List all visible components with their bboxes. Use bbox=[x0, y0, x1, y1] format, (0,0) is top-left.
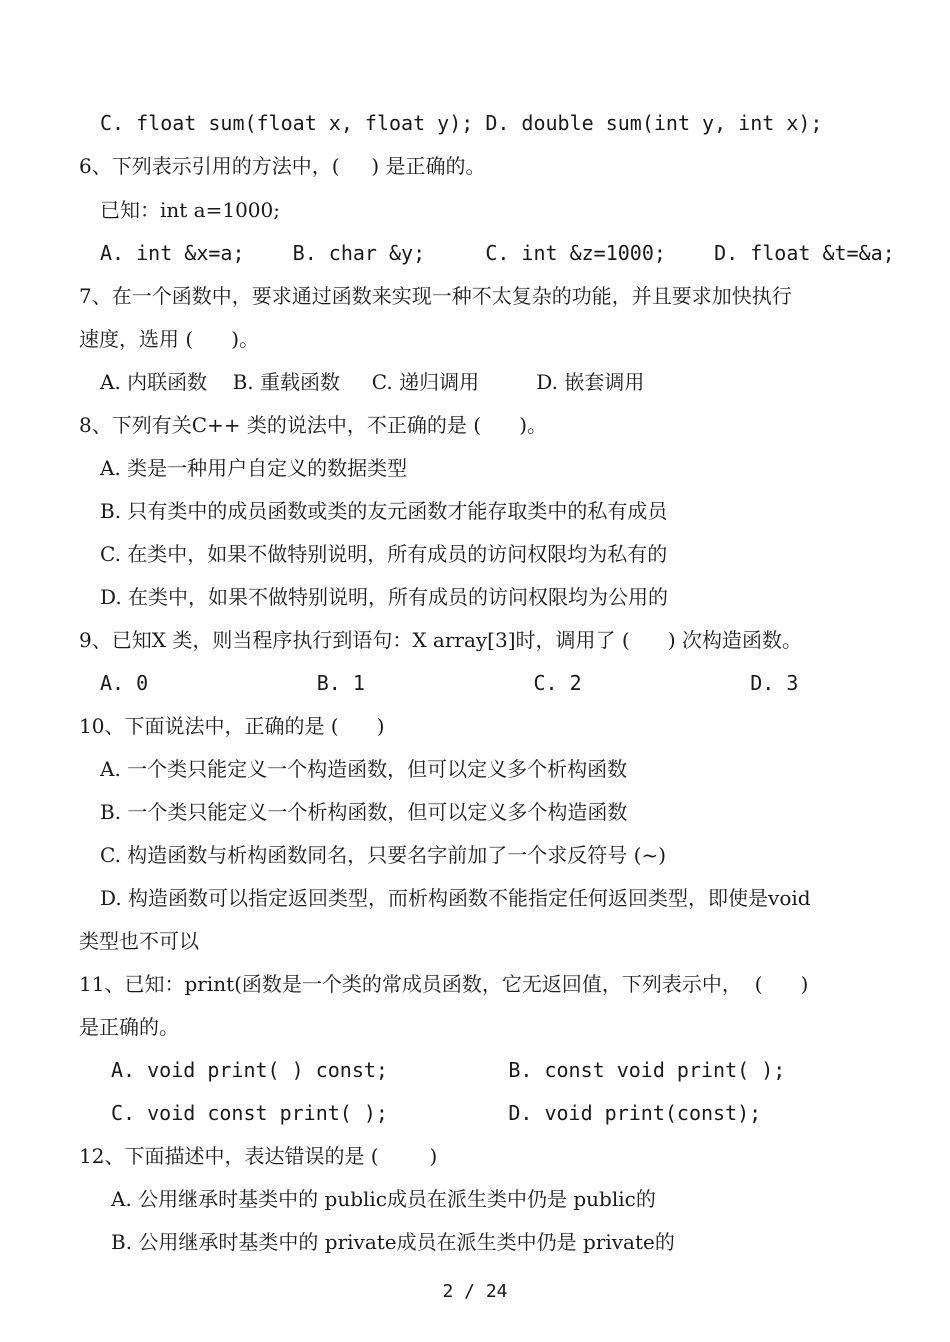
question-7-cont: 速度，选用 ( )。 bbox=[79, 327, 260, 351]
question-6: 6、下列表示引用的方法中，( ) 是正确的。 bbox=[79, 154, 486, 178]
q9-options: A. 0 B. 1 C. 2 D. 3 bbox=[100, 671, 799, 695]
q12-option-a: A. 公用继承时基类中的 public成员在派生类中仍是 public的 bbox=[111, 1187, 656, 1211]
q11-options-ab: A. void print( ) const; B. const void print( ); bbox=[111, 1058, 786, 1082]
q10-option-d: D. 构造函数可以指定返回类型，而析构函数不能指定任何返回类型，即使是void bbox=[100, 886, 811, 910]
question-12: 12、下面描述中，表达错误的是 ( ) bbox=[79, 1144, 438, 1168]
q5-options-cd: C. float sum(float x, float y); D. double sum(int y, int x); bbox=[100, 111, 823, 135]
q10-option-b: B. 一个类只能定义一个析构函数，但可以定义多个构造函数 bbox=[100, 800, 628, 824]
q7-options: A. 内联函数 B. 重载函数 C. 递归调用 D. 嵌套调用 bbox=[100, 370, 645, 394]
q8-option-a: A. 类是一种用户自定义的数据类型 bbox=[100, 456, 408, 480]
q8-option-b: B. 只有类中的成员函数或类的友元函数才能存取类中的私有成员 bbox=[100, 499, 668, 523]
question-10: 10、下面说法中，正确的是 ( ) bbox=[79, 714, 385, 738]
q6-options: A. int &x=a; B. char &y; C. int &z=1000; D. float &t=&a; bbox=[100, 241, 895, 265]
q10-option-c: C. 构造函数与析构函数同名，只要名字前加了一个求反符号 (~) bbox=[100, 843, 667, 867]
question-8: 8、下列有关C++ 类的说法中，不正确的是 ( )。 bbox=[79, 413, 548, 437]
question-9: 9、已知X 类，则当程序执行到语句：X array[3]时，调用了 ( ) 次构造函数。 bbox=[79, 628, 802, 652]
q8-option-c: C. 在类中，如果不做特别说明，所有成员的访问权限均为私有的 bbox=[100, 542, 668, 566]
q6-given: 已知：int a=1000; bbox=[100, 198, 280, 222]
q8-option-d: D. 在类中，如果不做特别说明，所有成员的访问权限均为公用的 bbox=[100, 585, 669, 609]
page-number: 2 / 24 bbox=[442, 1281, 508, 1302]
q10-option-d-cont: 类型也不可以 bbox=[79, 929, 199, 953]
question-11: 11、已知：print(函数是一个类的常成员函数，它无返回值，下列表示中， ( ) bbox=[79, 972, 809, 996]
q12-option-b: B. 公用继承时基类中的 private成员在派生类中仍是 private的 bbox=[111, 1230, 675, 1254]
question-11-cont: 是正确的。 bbox=[79, 1015, 179, 1039]
q11-options-cd: C. void const print( ); D. void print(const); bbox=[111, 1101, 762, 1125]
question-7: 7、在一个函数中，要求通过函数来实现一种不太复杂的功能，并且要求加快执行 bbox=[79, 284, 792, 308]
q10-option-a: A. 一个类只能定义一个构造函数，但可以定义多个析构函数 bbox=[100, 757, 628, 781]
